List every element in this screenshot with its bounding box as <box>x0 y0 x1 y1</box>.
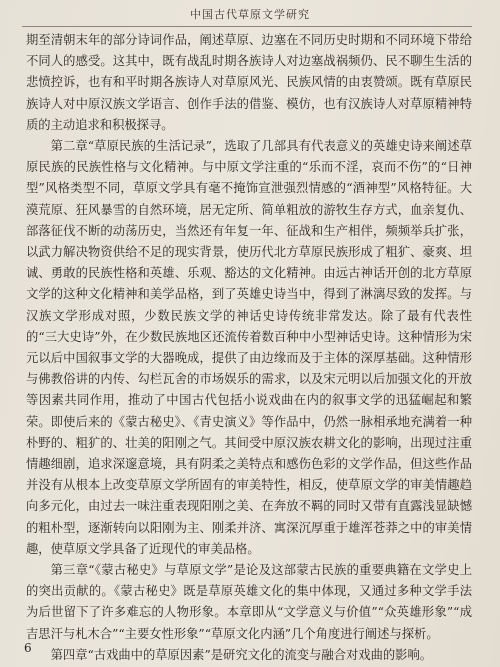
running-head-title: 中国古代草原文学研究 <box>190 8 310 21</box>
paragraph-chapter-three: 第三章“《蒙古秘史》与草原文学”是论及这部蒙古民族的重要典籍在文学史上的突出贡献的。《蒙古秘史》既是草原英雄文化的集中体现，又通过多种文学手法为后世留下了许多难忘的人物形象。本章即从“文学意义与价值”“众英雄形象”“成吉思汗与札木合”“主要女性形象”“草原文化内涵”几个角度进行阐述与探析。 <box>26 563 472 641</box>
paragraph-chapter-four: 第四章“古戏曲中的草原因素”是研究文化的流变与融合对戏曲的影响。 <box>50 647 433 662</box>
paragraph-chapter-one-continued: 期至清朝末年的部分诗词作品，阐述草原、边塞在不同历史时期和不同环境下带给不同人的感受。这其中，既有战乱时期各族诗人对边塞战祸频仍、民不聊生生活的悲愤控诉，也有和平时期各族诗人对草原风光、民族风情的由衷赞颂。既有草原民族诗人对中原汉族文学语言、创作手法的借鉴、模仿，也有汉族诗人对草原精神特质的主动追求和积极探寻。 <box>26 33 472 132</box>
page-number: 6 <box>24 641 32 655</box>
body-text <box>26 30 472 666</box>
paragraph-chapter-two: 第二章“草原民族的生活记录”，选取了几部具有代表意义的英雄史诗来阐述草原民族的民族性格与文化精神。与中原文学注重的“乐而不淫，哀而不伤”的“日神型”风格类型不同，草原文学具有毫不掩饰宣泄强烈情感的“酒神型”风格特征。大漠荒原、狂风暴雪的自然环境，居无定所、简单粗放的游牧生存方式，血亲复仇、部落征伐不断的动荡历史，当然还有年复一年、征战和生产相伴，频频举兵扩张，以武力解决物资供给不足的现实背景，使历代北方草原民族形成了粗犷、豪爽、坦诚、勇敢的民族性格和英雄、乐观、豁达的文化精神。由远古神话开创的北方草原文学的这种文化精神和美学品格，到了英雄史诗当中，得到了淋漓尽致的发挥。与汉族文学形成对照，少数民族文学的神话史诗传统非常发达。除了最有代表性的“三大史诗”外，在少数民族地区还流传着数百种中小型神话史诗。这种情形为宋元以后中国叙事文学的大器晚成，提供了由边缘而及于主体的深厚基础。这种情形与佛教俗讲的内传、勾栏瓦舍的市场娱乐的需求，以及宋元明以后加强文化的开放等因素共同作用，推动了中国古代包括小说戏曲在内的叙事文学的迅猛崛起和繁荣。即使后来的《蒙古秘史》、《青史演义》等作品中，仍然一脉相承地充满着一种朴野的、粗犷的、壮美的阳刚之气。其间受中原汉族农耕文化的影响，出现过注重情趣细剧，追求深邃意境，具有阴柔之美特点和感伤色彩的文学作品，但这些作品并没有从根本上改变草原文学所固有的审美特性，相反，使草原文学的审美情趣趋向多元化，由过去一味注重表现阳刚之美、在奔放不羁的同时又带有直露浅显缺憾的粗朴型，逐渐转向以阳刚为主、刚柔并济、寓深沉厚重于雄浑苍莽之中的审美情趣，使草原文学具备了近现代的审美品格。 <box>26 139 472 556</box>
header-rule <box>22 26 472 27</box>
